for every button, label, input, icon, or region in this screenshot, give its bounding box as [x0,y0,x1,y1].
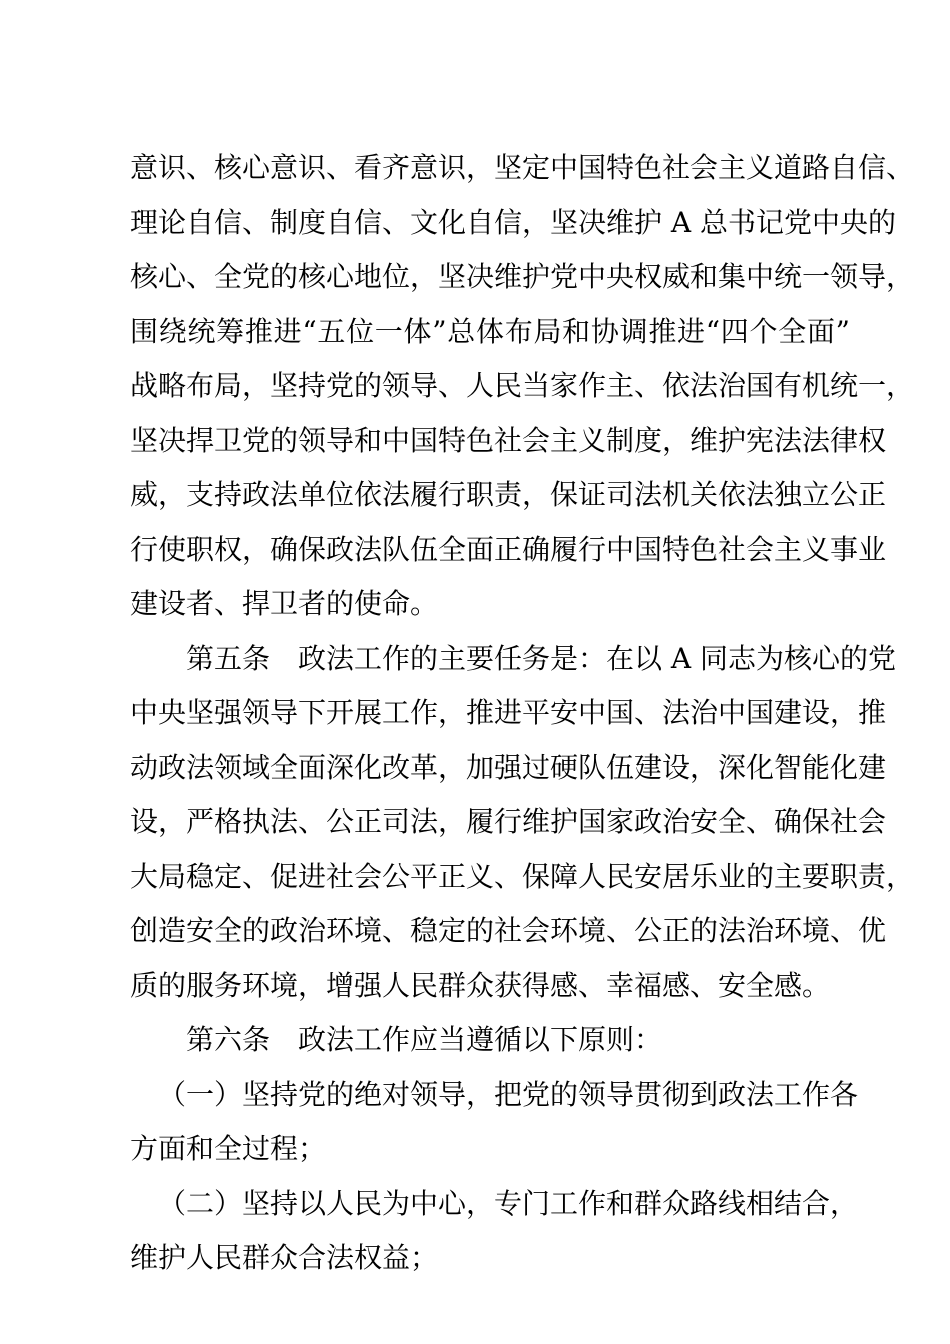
body-text-line: 理论自信、制度自信、文化自信，坚决维护 A 总书记党中央的 [130,206,897,239]
body-text-line: 意识、核心意识、看齐意识，坚定中国特色社会主义道路自信、 [130,151,915,184]
body-text-line: 战略布局，坚持党的领导、人民当家作主、依法治国有机统一， [130,369,915,402]
body-text-line: 行使职权，确保政法队伍全面正确履行中国特色社会主义事业 [130,533,887,566]
body-text-line: 核心、全党的核心地位，坚决维护党中央权威和集中统一领导， [130,260,915,293]
body-text-line: 质的服务环境，增强人民群众获得感、幸福感、安全感。 [130,969,831,1002]
body-text-line: 设，严格执法、公正司法，履行维护国家政治安全、确保社会 [130,805,887,838]
body-text-line: 坚决捍卫党的领导和中国特色社会主义制度，维护宪法法律权 [130,424,887,457]
article-6-heading-line: 第六条 政法工作应当遵循以下原则： [186,1023,663,1056]
body-text-line: 建设者、捍卫者的使命。 [130,587,439,620]
body-text-line: 创造安全的政治环境、稳定的社会环境、公正的法治环境、优 [130,914,887,947]
body-text-line: 围绕统筹推进“五位一体”总体布局和协调推进“四个全面” [130,315,850,348]
principle-2-line: （二）坚持以人民为中心，专门工作和群众路线相结合， [158,1187,859,1220]
body-text-line: 动政法领域全面深化改革，加强过硬队伍建设，深化智能化建 [130,751,887,784]
body-text-line: 威，支持政法单位依法履行职责，保证司法机关依法独立公正 [130,478,887,511]
body-text-line: 方面和全过程； [130,1132,327,1165]
principle-1-line: （一）坚持党的绝对领导，把党的领导贯彻到政法工作各 [158,1078,859,1111]
body-text-line: 中央坚强领导下开展工作，推进平安中国、法治中国建设，推 [130,696,887,729]
body-text-line: 大局稳定、促进社会公平正义、保障人民安居乐业的主要职责， [130,860,915,893]
article-5-heading-line: 第五条 政法工作的主要任务是：在以 A 同志为核心的党 [186,642,897,675]
body-text-line: 维护人民群众合法权益； [130,1241,439,1274]
